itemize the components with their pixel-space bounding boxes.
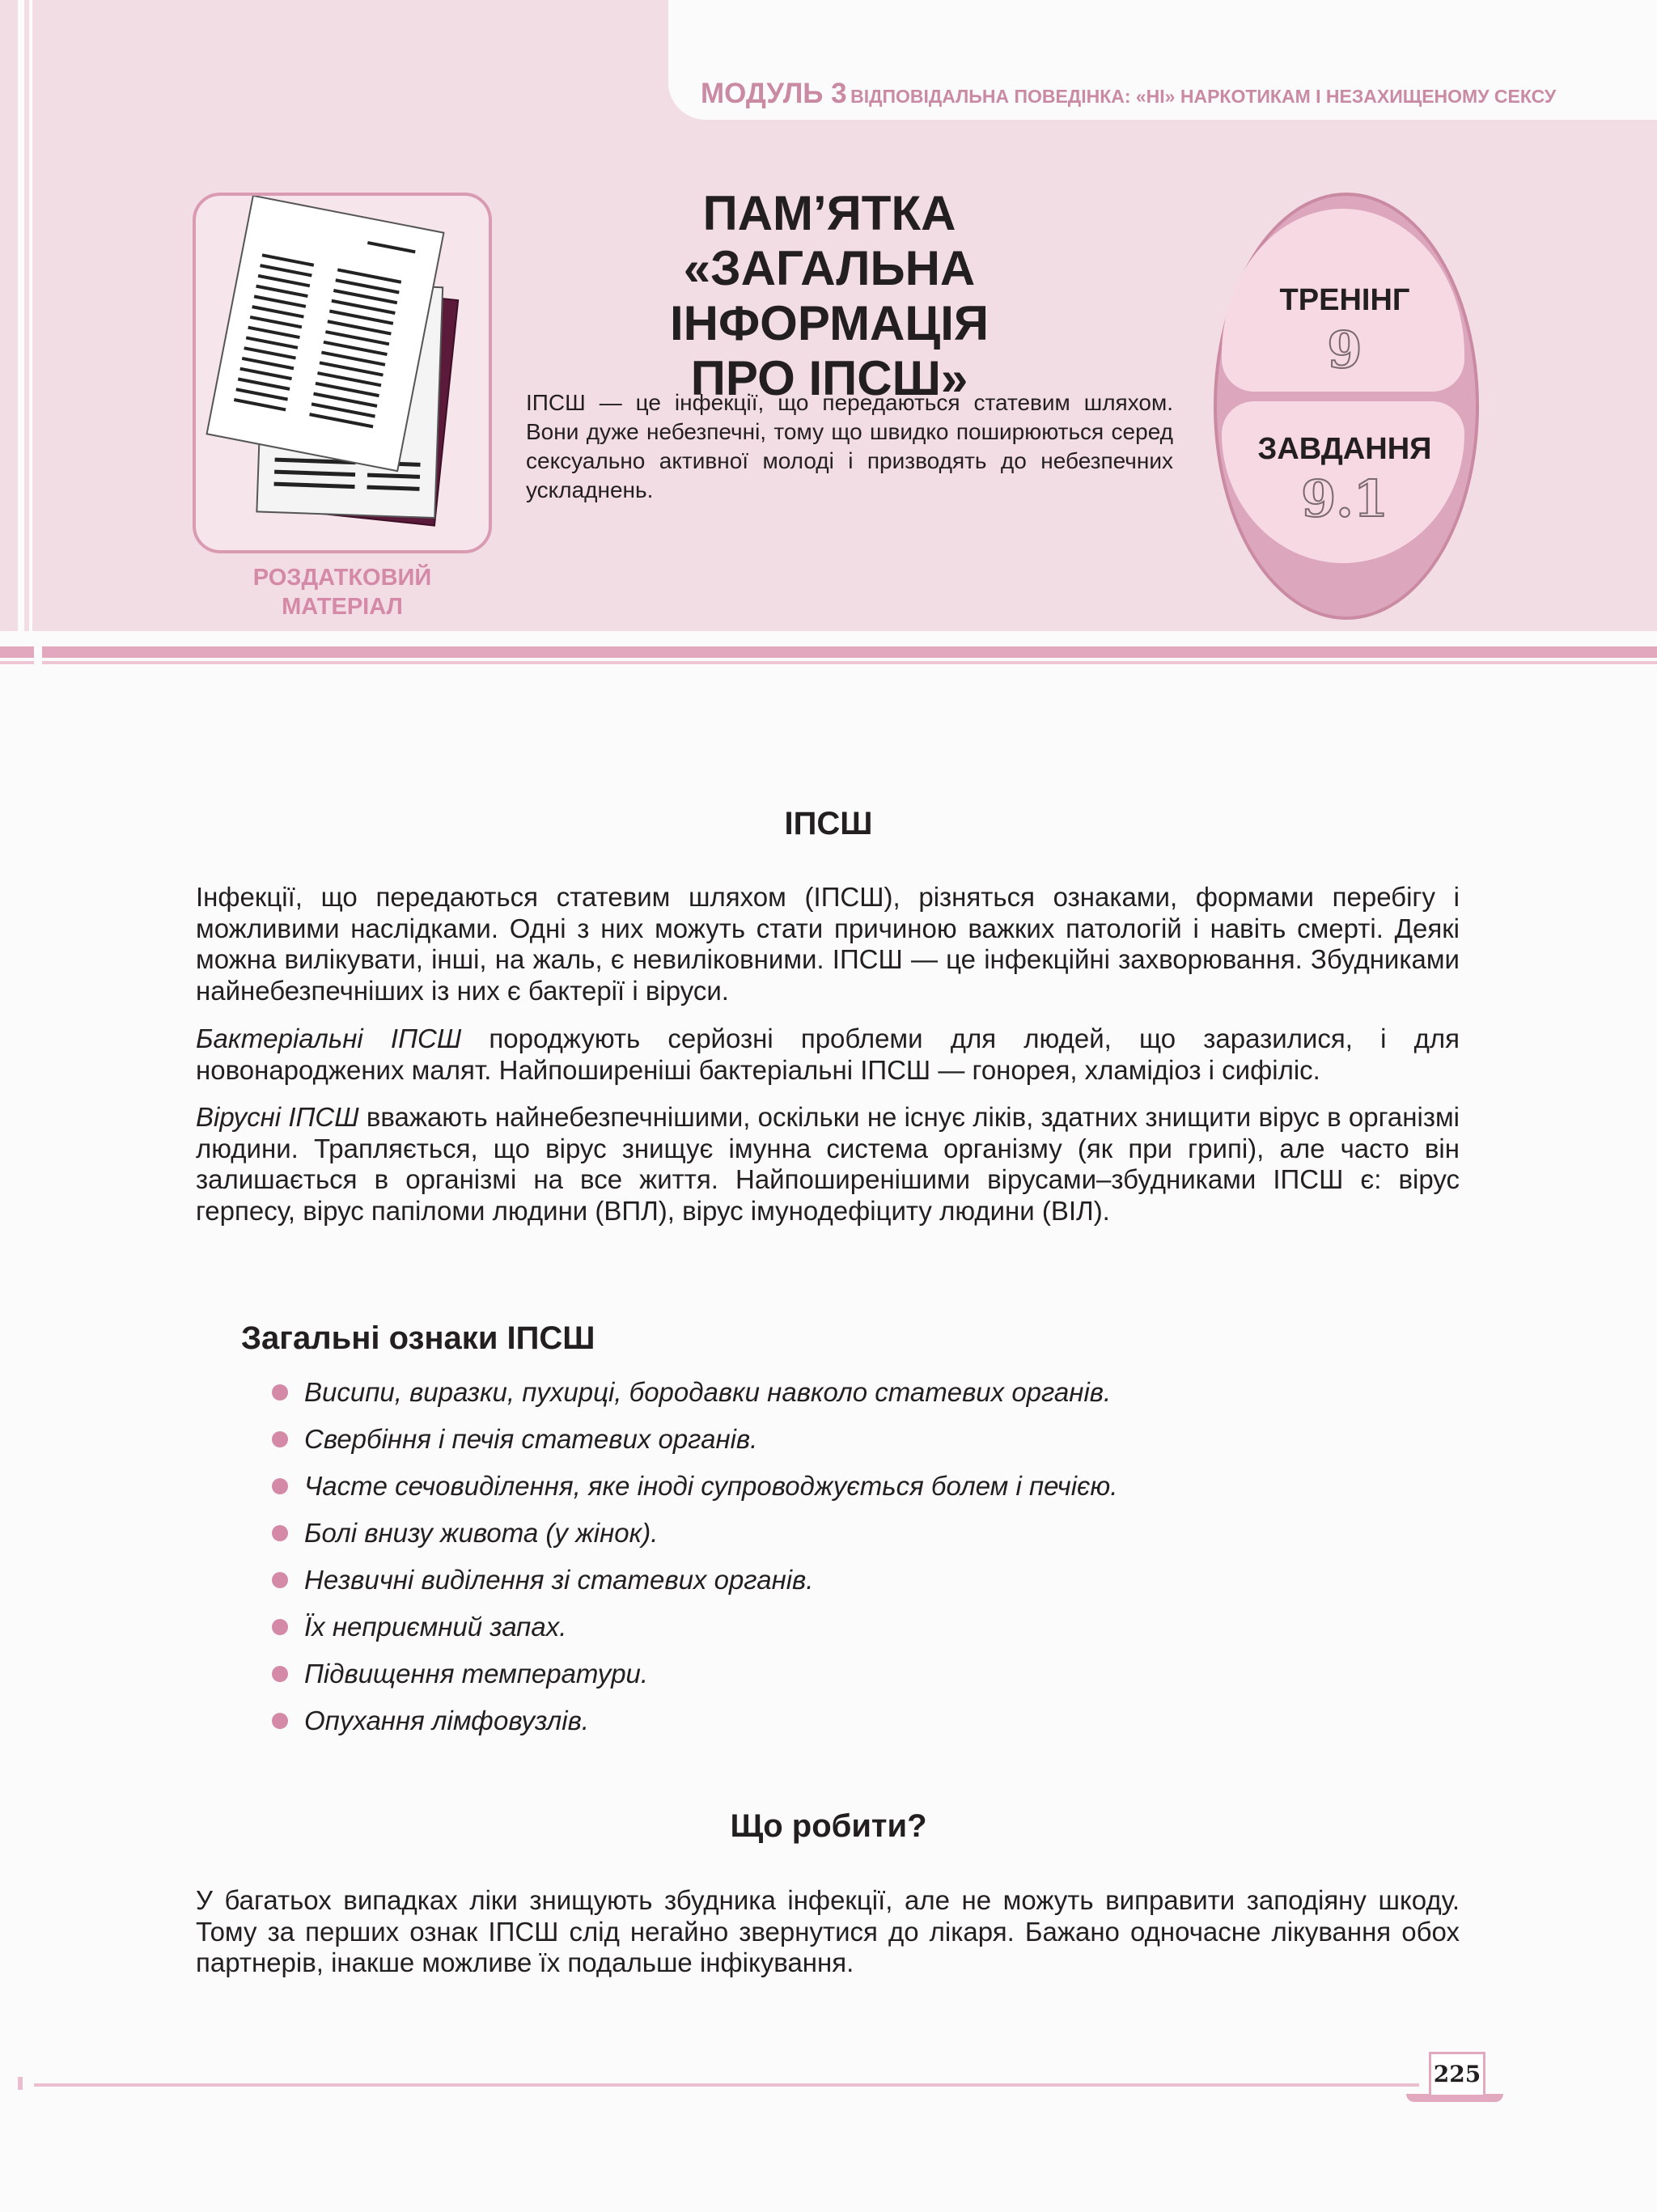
term-viral: Вірусні ІПСШ <box>196 1102 359 1132</box>
divider-gap <box>34 643 42 667</box>
section-title-ipssh: ІПСШ <box>784 806 873 841</box>
bullet-dot-icon <box>272 1572 288 1588</box>
bullet-dot-icon <box>272 1431 288 1447</box>
handout-caption <box>193 563 492 621</box>
paragraph-viral <box>196 1102 1460 1227</box>
list-item <box>272 1416 1117 1463</box>
paragraph-viral-text: вважають найнебезпечнішими, оскільки не існує ліків, здатних знищити вірус в організмі людини. Трапляється, що вірус знищує імунна система організму (як при грипі), але часто він залишається в організмі на все життя. Найпоширенішими вірусами–збудниками ІПСШ є: вірус герпесу, вірус папіломи людини (ВПЛ), вірус імунодефіциту людини (ВІЛ). <box>196 1102 1460 1226</box>
handout-icon-frame <box>193 193 492 553</box>
bullet-dot-icon <box>272 1525 288 1541</box>
section-title-signs: Загальні ознаки ІПСШ <box>241 1320 595 1356</box>
intro-text: ІПСШ — це інфекції, що передаються статевим шляхом. Вони дуже небезпечні, тому що швидко поширюються серед сексуально активної молоді і призводять до небезпечних ускладнень. <box>526 390 1173 502</box>
list-item <box>272 1510 1117 1557</box>
title-line-3: ПРО ІПСШ» <box>690 351 968 405</box>
left-margin-rule-thin <box>29 0 32 631</box>
bullet-dot-icon <box>272 1384 288 1401</box>
paragraph-intro: Інфекції, що передаються статевим шляхом (ІПСШ), різняться ознаками, формами перебігу і можливими наслідками. Одні з них можуть стати причиною важких патологій і навіть смерті. Деякі можна вилікувати, інші, на жаль, є невиліковними. ІПСШ — це інфекційні захворювання. Збудниками найнебезпечніших із них є бактерії і віруси. <box>196 882 1460 1006</box>
list-item <box>272 1557 1117 1604</box>
list-item <box>272 1697 1117 1744</box>
training-label: ТРЕНІНГ <box>1279 283 1410 317</box>
bullet-dot-icon <box>272 1713 288 1729</box>
title-line-1: ПАМ’ЯТКА <box>702 186 956 240</box>
list-item-text: Болі внизу живота (у жінок). <box>304 1518 659 1548</box>
list-item-text: Їх неприємний запах. <box>304 1612 567 1642</box>
bullet-dot-icon <box>272 1619 288 1635</box>
task-number: 9.1 <box>1301 469 1388 528</box>
title-line-2: «ЗАГАЛЬНА ІНФОРМАЦІЯ <box>669 241 990 350</box>
list-item-text: Незвичні виділення зі статевих органів. <box>304 1565 814 1595</box>
page-title <box>518 186 1141 406</box>
list-item <box>272 1369 1117 1416</box>
page-number: 225 <box>1429 2052 1485 2097</box>
bullet-dot-icon <box>272 1478 288 1494</box>
handout-caption-line2: МАТЕРІАЛ <box>282 594 403 620</box>
section-title-todo: Що робити? <box>730 1808 927 1844</box>
bullet-dot-icon <box>272 1666 288 1682</box>
paragraph-bacterial <box>196 1023 1460 1086</box>
header-divider <box>0 646 1657 658</box>
list-item <box>272 1604 1117 1651</box>
footer-rule <box>34 2083 1419 2087</box>
left-margin-rule <box>18 0 24 631</box>
list-item-text: Опухання лімфовузлів. <box>304 1706 589 1735</box>
list-item <box>272 1463 1117 1510</box>
list-item-text: Підвищення температури. <box>304 1659 649 1689</box>
header-divider-thin <box>0 661 1657 664</box>
paragraph-todo: У багатьох випадках ліки знищують збудника інфекції, але не можуть виправити заподіяну шкоду. Тому за перших ознак ІПСШ слід негайно звернутися до лікаря. Бажано одночасне лікування обох партнерів, інакше можливе їх подальше інфікування. <box>196 1885 1460 1977</box>
document-stack-icon <box>196 196 489 550</box>
list-item-text: Часте сечовиділення, яке іноді супроводжується болем і печією. <box>304 1471 1118 1501</box>
handout-caption-line1: РОЗДАТКОВИЙ <box>252 565 432 591</box>
term-bacterial: Бактеріальні ІПСШ <box>196 1023 462 1053</box>
module-heading <box>701 78 1556 110</box>
list-item <box>272 1651 1117 1697</box>
training-number: 9 <box>1327 320 1362 379</box>
list-item-text: Висипи, виразки, пухирці, бородавки навколо статевих органів. <box>304 1377 1112 1407</box>
task-label: ЗАВДАННЯ <box>1257 432 1432 466</box>
list-item-text: Свербіння і печія статевих органів. <box>304 1424 758 1454</box>
module-subtitle: ВІДПОВІДАЛЬНА ПОВЕДІНКА: «НІ» НАРКОТИКАМ І НЕЗАХИЩЕНОМУ СЕКСУ <box>850 86 1557 107</box>
footer-tick <box>18 2077 23 2090</box>
paragraph-bacterial-text: породжують серйозні проблеми для людей, що заразилися, і для новонароджених малят. Найпоширеніші бактеріальні ІПСШ — гонорея, хламідіоз і сифіліс. <box>196 1023 1460 1085</box>
module-label: МОДУЛЬ 3 <box>701 78 847 109</box>
signs-list <box>272 1369 1117 1744</box>
